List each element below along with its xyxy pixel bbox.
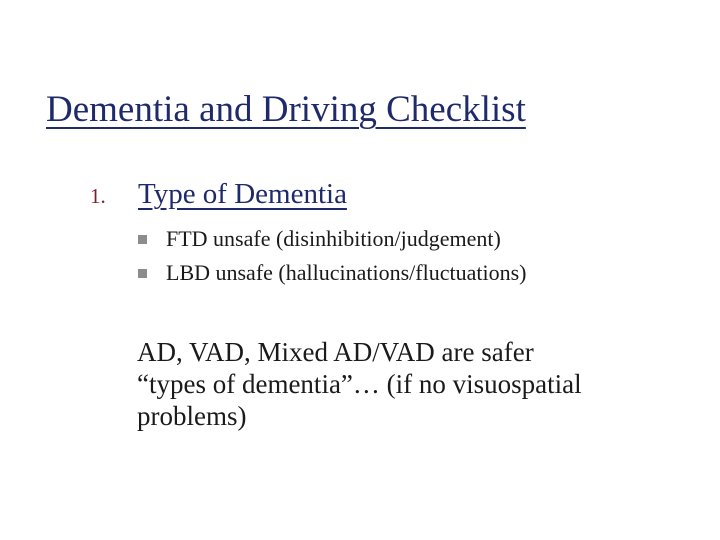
note-line: “types of dementia”… (if no visuospatial — [137, 369, 582, 399]
square-bullet-icon — [138, 269, 147, 278]
number-marker: 1. — [90, 184, 106, 208]
numbered-item-1 — [90, 178, 347, 211]
slide-title: Dementia and Driving Checklist — [46, 89, 526, 130]
note-line: AD, VAD, Mixed AD/VAD are safer — [137, 337, 534, 367]
sub-bullet-list — [138, 222, 526, 290]
item-heading: Type of Dementia — [138, 178, 347, 210]
bullet-text: FTD unsafe (disinhibition/judgement) — [166, 226, 501, 251]
note-paragraph — [137, 336, 697, 432]
bullet-text: LBD unsafe (hallucinations/fluctuations) — [166, 260, 527, 285]
note-line: problems) — [137, 401, 247, 431]
bullet-item-ftd — [138, 222, 526, 256]
bullet-item-lbd — [138, 256, 526, 290]
square-bullet-icon — [138, 235, 147, 244]
